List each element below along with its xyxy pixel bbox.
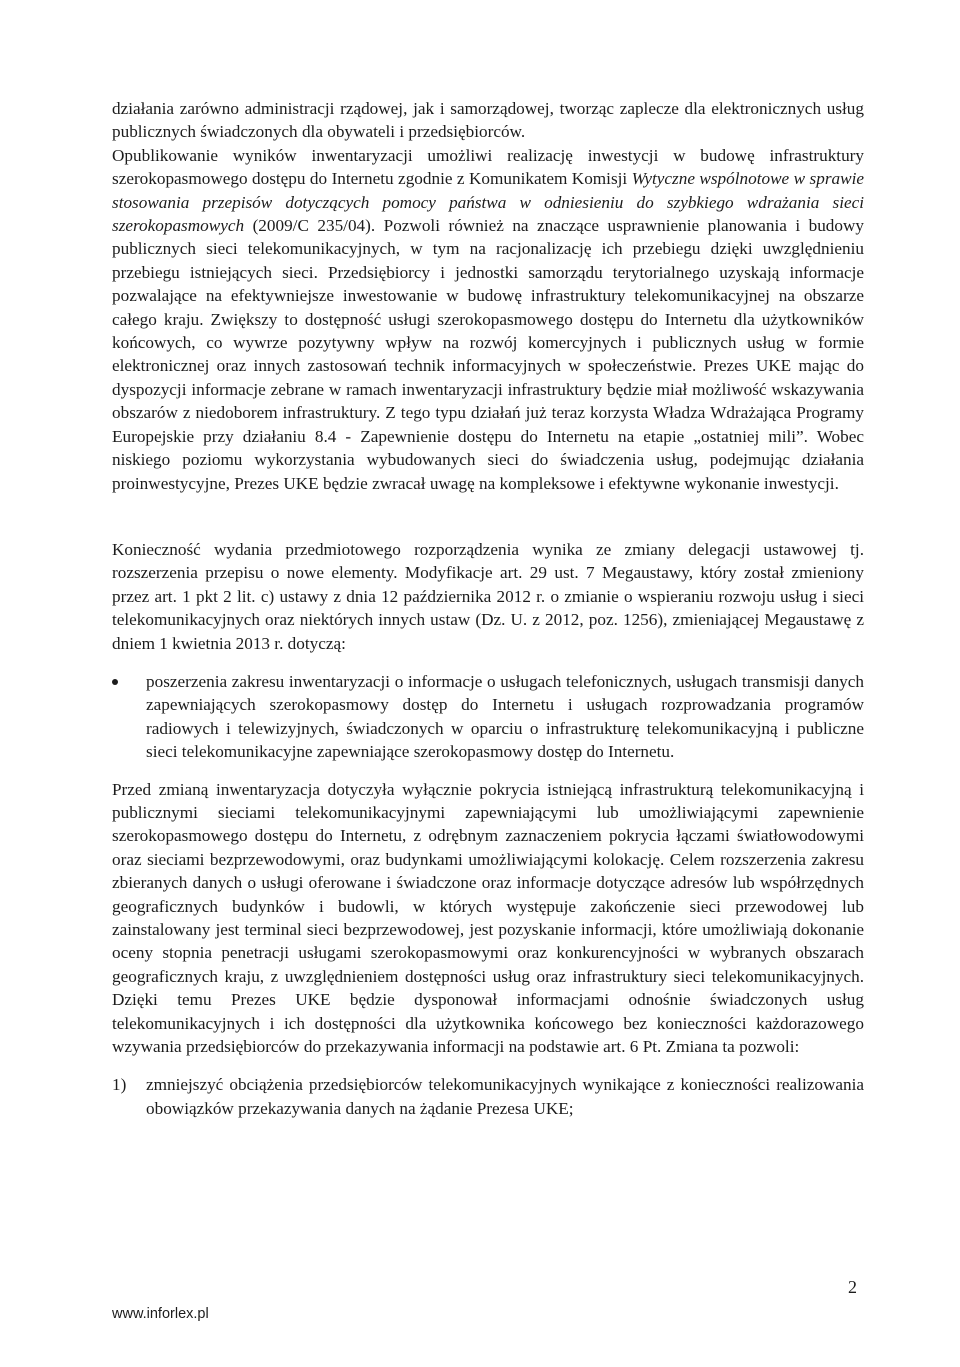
- document-title-italic: Wytyczne wspólnotowe w sprawie stosowania przepisów dotyczących pomocy państwa w odniesieniu do szybkiego wdrażania sieci szerokopasmowych: [112, 169, 864, 236]
- page-number: 2: [848, 1277, 857, 1297]
- document-body: [112, 97, 864, 1120]
- paragraph-inventory-results: [112, 144, 864, 495]
- bullet-item: [112, 670, 864, 764]
- footer-url: www.inforlex.pl: [112, 1306, 209, 1322]
- numbered-list: [112, 1073, 864, 1120]
- numbered-text: zmniejszyć obciążenia przedsiębiorców telekomunikacyjnych wynikające z konieczności realizowania obowiązków przekazywania danych na żądanie Prezesa UKE;: [146, 1075, 864, 1118]
- paragraph-intro: działania zarówno administracji rządowej, jak i samorządowej, tworząc zaplecze dla elektronicznych usług publicznych świadczonych dla obywateli i przedsiębiorców.: [112, 99, 864, 142]
- bullet-list: [112, 670, 864, 764]
- numbered-item: [112, 1073, 864, 1120]
- paragraph-before-change: Przed zmianą inwentaryzacja dotyczyła wyłącznie pokrycia istniejącą infrastrukturą telekomunikacyjną i publicznymi sieciami telekomunikacyjnymi zapewniającymi lub umożliwiającymi zapewnienie szerokopasmowego dostępu do Internetu, z odrębnym zaznaczeniem pokrycia łączami światłowodowymi oraz sieciami bezprzewodowymi, oraz budynkami umożliwiającymi kolokację. Celem rozszerzenia zakresu zbieranych danych o usługi oferowane i świadczone oraz informacje dotyczące adresów lub współrzędnych geograficznych budynków i budowli, w których występuje zakończenie sieci przewodowej lub zainstalowany jest terminal sieci bezprzewodowej, jest pozyskanie informacji, które umożliwiają dokonanie oceny stopnia penetracji usługami szerokopasmowymi oraz konkurencyjności w wybranych obszarach geograficznych kraju, z uwzględnieniem dostępności usług oraz infrastruktury sieci telekomunikacyjnych. Dzięki temu Prezes UKE będzie dysponował informacjami odnośnie świadczonych usług telekomunikacyjnych i ich dostępności dla użytkownika końcowego bez konieczności każdorazowego wzywania przedsiębiorców do przekazywania informacji na podstawie art. 6 Pt. Zmiana ta pozwoli:: [112, 779, 864, 1057]
- numbered-marker: 1): [112, 1075, 127, 1095]
- paragraph-text: Opublikowanie wyników inwentaryzacji umożliwi realizację inwestycji w budowę infrastruktury szerokopasmowego dostępu do Internetu zgodnie z Komunikatem Komisji: [112, 145, 864, 189]
- paragraph-regulation-reason: Konieczność wydania przedmiotowego rozporządzenia wynika ze zmiany delegacji ustawowej tj. rozszerzenia przepisu o nowe elementy. Modyfikacje art. 29 ust. 7 Megaustawy, który został zmieniony przez art. 1 pkt 2 lit. c) ustawy z dnia 12 października 2012 r. o zmianie o wspieraniu rozwoju usług i sieci telekomunikacyjnych oraz niektórych innych ustaw (Dz. U. z 2012, poz. 1256), zmieniającej Megaustawę z dniem 1 kwietnia 2013 r. dotyczą:: [112, 539, 864, 653]
- paragraph-text: (2009/C 235/04). Pozwoli również na znaczące usprawnienie planowania i budowy publicznych sieci telekomunikacyjnych, w tym na racjonalizację ich przebiegu dzięki uwzględnieniu przebiegu istniejących sieci. Przedsiębiorcy i jednostki samorządu terytorialnego uzyskają informacje pozwalające na efektywniejsze inwestowanie w budowę infrastruktury telekomunikacyjnej na obszarze całego kraju. Zwiększy to dostępność usługi szerokopasmowego dostępu do Internetu dla użytkowników końcowych, co wywrze pozytywny wpływ na rozwój komercyjnych i publicznych usług w formie elektronicznej oraz innych zastosowań technik informacyjnych w społeczeństwie. Prezes UKE mając do dyspozycji informacje zebrane w ramach inwentaryzacji infrastruktury będzie miał możliwość wskazywania obszarów z niedoborem infrastruktury. Z tego typu działań już teraz korzysta Władza Wdrażająca Programy Europejskie przy działaniu 8.4 - Zapewnienie dostępu do Internetu na etapie „ostatniej mili”. Wobec niskiego poziomu wykorzystania wybudowanych sieci do świadczenia usług, podejmując działania proinwestycyjne, Prezes UKE będzie zwracał uwagę na kompleksowe i efektywne wykonanie inwestycji.: [112, 216, 864, 493]
- bullet-icon: [112, 679, 118, 685]
- bullet-text: poszerzenia zakresu inwentaryzacji o informacje o usługach telefonicznych, usługach transmisji danych zapewniających szerokopasmowy dostęp do Internetu i usługach rozprowadzania programów radiowych i telewizyjnych, świadczonych w oparciu o infrastrukturę telekomunikacyjną i publiczne sieci telekomunikacyjne zapewniające szerokopasmowy dostęp do Internetu.: [146, 671, 864, 762]
